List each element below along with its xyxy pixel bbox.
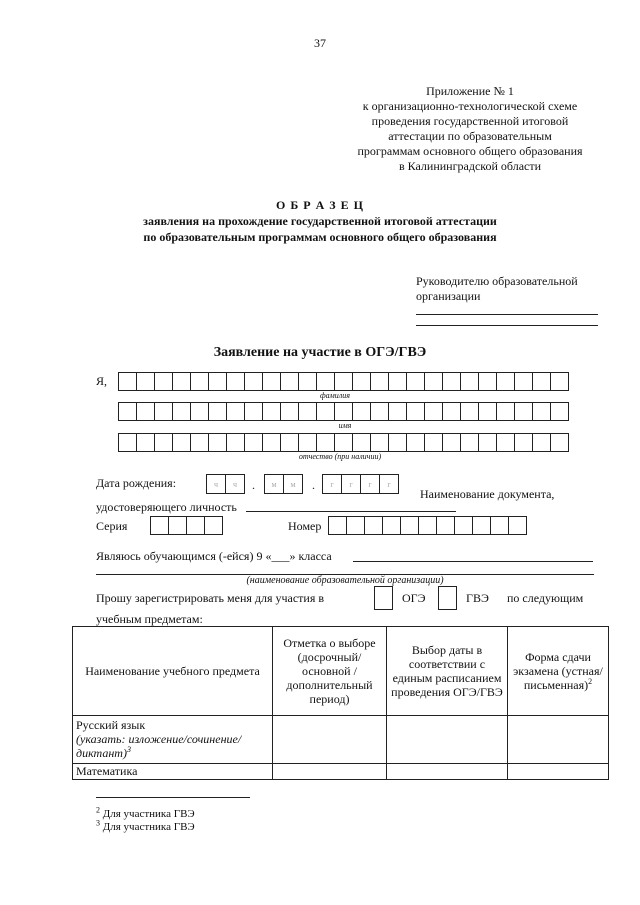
letter-cell[interactable] [172, 372, 191, 391]
sample-subtitle-2: по образовательным программам основного общего образования [143, 230, 497, 244]
footnote-number: 2 [96, 805, 100, 815]
appendix-line: аттестации по образовательным [388, 129, 552, 143]
footnote-text: Для участника ГВЭ [102, 808, 195, 820]
letter-cell[interactable] [460, 433, 479, 452]
letter-cell[interactable] [496, 372, 515, 391]
letter-cell[interactable] [118, 372, 137, 391]
number-cell[interactable] [418, 516, 437, 535]
caption-name: имя [338, 421, 352, 430]
gve-label: ГВЭ [466, 591, 489, 605]
letter-cell[interactable] [514, 372, 533, 391]
letter-cell[interactable] [424, 402, 443, 421]
doc-label: Наименование документа, [420, 487, 555, 501]
number-cell[interactable] [382, 516, 401, 535]
letter-cell[interactable] [334, 433, 353, 452]
header-form-text: Форма сдачи экзамена (устная/ письменная) [513, 650, 603, 692]
row-period-cell[interactable] [273, 716, 387, 764]
dob-month-2[interactable]: м [283, 474, 303, 494]
series-cell[interactable] [168, 516, 187, 535]
letter-cell[interactable] [406, 433, 425, 452]
table-row [73, 764, 609, 780]
letter-cell[interactable] [370, 433, 389, 452]
letter-cell[interactable] [298, 402, 317, 421]
number-cell[interactable] [346, 516, 365, 535]
letter-cell[interactable] [370, 402, 389, 421]
letter-cell[interactable] [334, 372, 353, 391]
footnote-separator [96, 797, 250, 798]
following-label: по следующим [507, 591, 584, 605]
letter-cell[interactable] [550, 402, 569, 421]
footnote [96, 820, 195, 834]
header-period: Отметка о выборе (досрочный/ основной / дополнительный период) [273, 627, 387, 716]
letter-cell[interactable] [532, 433, 551, 452]
caption-patronymic: отчество (при наличии) [298, 452, 382, 461]
footnote-text: Для участника ГВЭ [102, 821, 195, 833]
dob-year-4[interactable]: г [379, 474, 399, 494]
number-cell[interactable] [490, 516, 509, 535]
letter-cell[interactable] [550, 433, 569, 452]
letter-cell[interactable] [352, 433, 371, 452]
letter-cell[interactable] [496, 402, 515, 421]
dob-year-2[interactable]: г [341, 474, 361, 494]
number-label: Номер [288, 519, 322, 533]
letter-cell[interactable] [298, 372, 317, 391]
letter-cell[interactable] [208, 402, 227, 421]
series-cell[interactable] [204, 516, 223, 535]
table-row [73, 716, 609, 764]
addressee-signature-line[interactable] [416, 314, 598, 315]
footnote-number: 3 [96, 818, 100, 828]
row-subject: Математика [73, 764, 273, 780]
subjects-table [72, 626, 609, 780]
letter-cell[interactable] [172, 402, 191, 421]
letter-cell[interactable] [442, 372, 461, 391]
letter-cell[interactable] [208, 372, 227, 391]
letter-cell[interactable] [442, 433, 461, 452]
letter-cell[interactable] [136, 433, 155, 452]
letter-cell[interactable] [388, 402, 407, 421]
letter-cell[interactable] [154, 402, 173, 421]
oge-label: ОГЭ [402, 591, 426, 605]
patronymic-cells[interactable] [118, 433, 568, 452]
header-date: Выбор даты в соответствии с единым расписанием проведения ОГЭ/ГВЭ [387, 627, 508, 716]
letter-cell[interactable] [280, 372, 299, 391]
letter-cell[interactable] [226, 433, 245, 452]
appendix-line: проведения государственной итоговой [371, 114, 569, 128]
letter-cell[interactable] [154, 433, 173, 452]
register-label: Прошу зарегистрировать меня для участия в [96, 591, 325, 605]
caption-surname: фамилия [320, 391, 350, 400]
letter-cell[interactable] [406, 402, 425, 421]
dob-year-3[interactable]: г [360, 474, 380, 494]
footnote-ref: 3 [126, 745, 131, 754]
subject-name: Русский язык [76, 718, 146, 732]
letter-cell[interactable] [190, 372, 209, 391]
ya-label: Я, [96, 374, 108, 388]
addressee-line: Руководителю образовательной [416, 274, 578, 288]
name-cells[interactable] [118, 402, 568, 421]
series-cell[interactable] [186, 516, 205, 535]
letter-cell[interactable] [226, 402, 245, 421]
letter-cell[interactable] [316, 433, 335, 452]
letter-cell[interactable] [136, 372, 155, 391]
letter-cell[interactable] [460, 402, 479, 421]
number-cells[interactable] [328, 516, 526, 535]
letter-cell[interactable] [262, 372, 281, 391]
appendix-line: к организационно-технологической схеме [362, 99, 578, 113]
letter-cell[interactable] [244, 402, 263, 421]
letter-cell[interactable] [460, 372, 479, 391]
letter-cell[interactable] [334, 402, 353, 421]
series-cells[interactable] [150, 516, 222, 535]
letter-cell[interactable] [298, 433, 317, 452]
letter-cell[interactable] [226, 372, 245, 391]
subjects-label: учебным предметам: [96, 612, 203, 626]
letter-cell[interactable] [280, 433, 299, 452]
class-blank[interactable]: ___ [271, 549, 290, 563]
row-date-cell[interactable] [387, 764, 508, 780]
letter-cell[interactable] [424, 372, 443, 391]
dob-label: Дата рождения: [96, 476, 177, 490]
sample-subtitle-1: заявления на прохождение государственной итоговой аттестации [143, 214, 497, 228]
letter-cell[interactable] [262, 433, 281, 452]
number-cell[interactable] [454, 516, 473, 535]
addressee-line: организации [416, 289, 481, 303]
row-subject [73, 716, 273, 764]
letter-cell[interactable] [478, 402, 497, 421]
letter-cell[interactable] [208, 433, 227, 452]
letter-cell[interactable] [118, 433, 137, 452]
footnote-ref: 2 [588, 677, 593, 686]
letter-cell[interactable] [424, 433, 443, 452]
letter-cell[interactable] [352, 372, 371, 391]
letter-cell[interactable] [532, 402, 551, 421]
letter-cell[interactable] [244, 372, 263, 391]
footnote [96, 807, 195, 821]
form-title: Заявление на участие в ОГЭ/ГВЭ [213, 345, 427, 360]
header-subject: Наименование учебного предмета [73, 627, 273, 716]
student-end: » класса [289, 549, 332, 563]
appendix-line: в Калининградской области [398, 159, 542, 173]
org-caption: (наименование образовательной организации) [246, 575, 444, 586]
row-form-cell[interactable] [508, 716, 609, 764]
letter-cell[interactable] [478, 372, 497, 391]
letter-cell[interactable] [514, 402, 533, 421]
letter-cell[interactable] [478, 433, 497, 452]
letter-cell[interactable] [550, 372, 569, 391]
letter-cell[interactable] [532, 372, 551, 391]
letter-cell[interactable] [388, 372, 407, 391]
appendix-line: Приложение № 1 [426, 84, 514, 98]
letter-cell[interactable] [154, 372, 173, 391]
table-header-row [73, 627, 609, 716]
gve-checkbox[interactable] [438, 586, 457, 610]
row-date-cell[interactable] [387, 716, 508, 764]
identity-label: удостоверяющего личность [96, 500, 237, 514]
header-form [508, 627, 609, 716]
letter-cell[interactable] [118, 402, 137, 421]
letter-cell[interactable] [190, 402, 209, 421]
letter-cell[interactable] [262, 402, 281, 421]
letter-cell[interactable] [388, 433, 407, 452]
appendix-block [340, 84, 600, 174]
subject-note-text: (указать: изложение/сочинение/диктант) [76, 732, 242, 760]
dob-day-2[interactable]: ч [225, 474, 245, 494]
number-cell[interactable] [508, 516, 527, 535]
class-line[interactable] [353, 561, 593, 562]
addressee [416, 274, 616, 304]
identity-doc-line[interactable] [246, 511, 456, 512]
row-form-cell[interactable] [508, 764, 609, 780]
dob-dot: . [312, 478, 315, 492]
student-line [96, 549, 332, 564]
sample-heading: О Б Р А З Е Ц [276, 198, 364, 212]
letter-cell[interactable] [316, 372, 335, 391]
letter-cell[interactable] [442, 402, 461, 421]
series-label: Серия [96, 519, 128, 533]
dob-day-1[interactable]: ч [206, 474, 226, 494]
dob-dot: . [252, 478, 255, 492]
letter-cell[interactable] [496, 433, 515, 452]
series-cell[interactable] [150, 516, 169, 535]
oge-checkbox[interactable] [374, 586, 393, 610]
page-number: 37 [314, 36, 326, 50]
letter-cell[interactable] [136, 402, 155, 421]
letter-cell[interactable] [316, 402, 335, 421]
subject-note [76, 732, 269, 760]
dob-year-1[interactable]: г [322, 474, 342, 494]
letter-cell[interactable] [514, 433, 533, 452]
letter-cell[interactable] [406, 372, 425, 391]
addressee-name-line[interactable] [416, 325, 598, 326]
letter-cell[interactable] [370, 372, 389, 391]
letter-cell[interactable] [352, 402, 371, 421]
number-cell[interactable] [400, 516, 419, 535]
letter-cell[interactable] [190, 433, 209, 452]
appendix-line: программам основного общего образования [357, 144, 583, 158]
number-cell[interactable] [472, 516, 491, 535]
row-period-cell[interactable] [273, 764, 387, 780]
letter-cell[interactable] [244, 433, 263, 452]
surname-cells[interactable] [118, 372, 568, 391]
letter-cell[interactable] [280, 402, 299, 421]
letter-cell[interactable] [172, 433, 191, 452]
dob-month-1[interactable]: м [264, 474, 284, 494]
student-label: Являюсь обучающимся (-ейся) 9 « [96, 549, 272, 563]
number-cell[interactable] [328, 516, 347, 535]
number-cell[interactable] [364, 516, 383, 535]
number-cell[interactable] [436, 516, 455, 535]
